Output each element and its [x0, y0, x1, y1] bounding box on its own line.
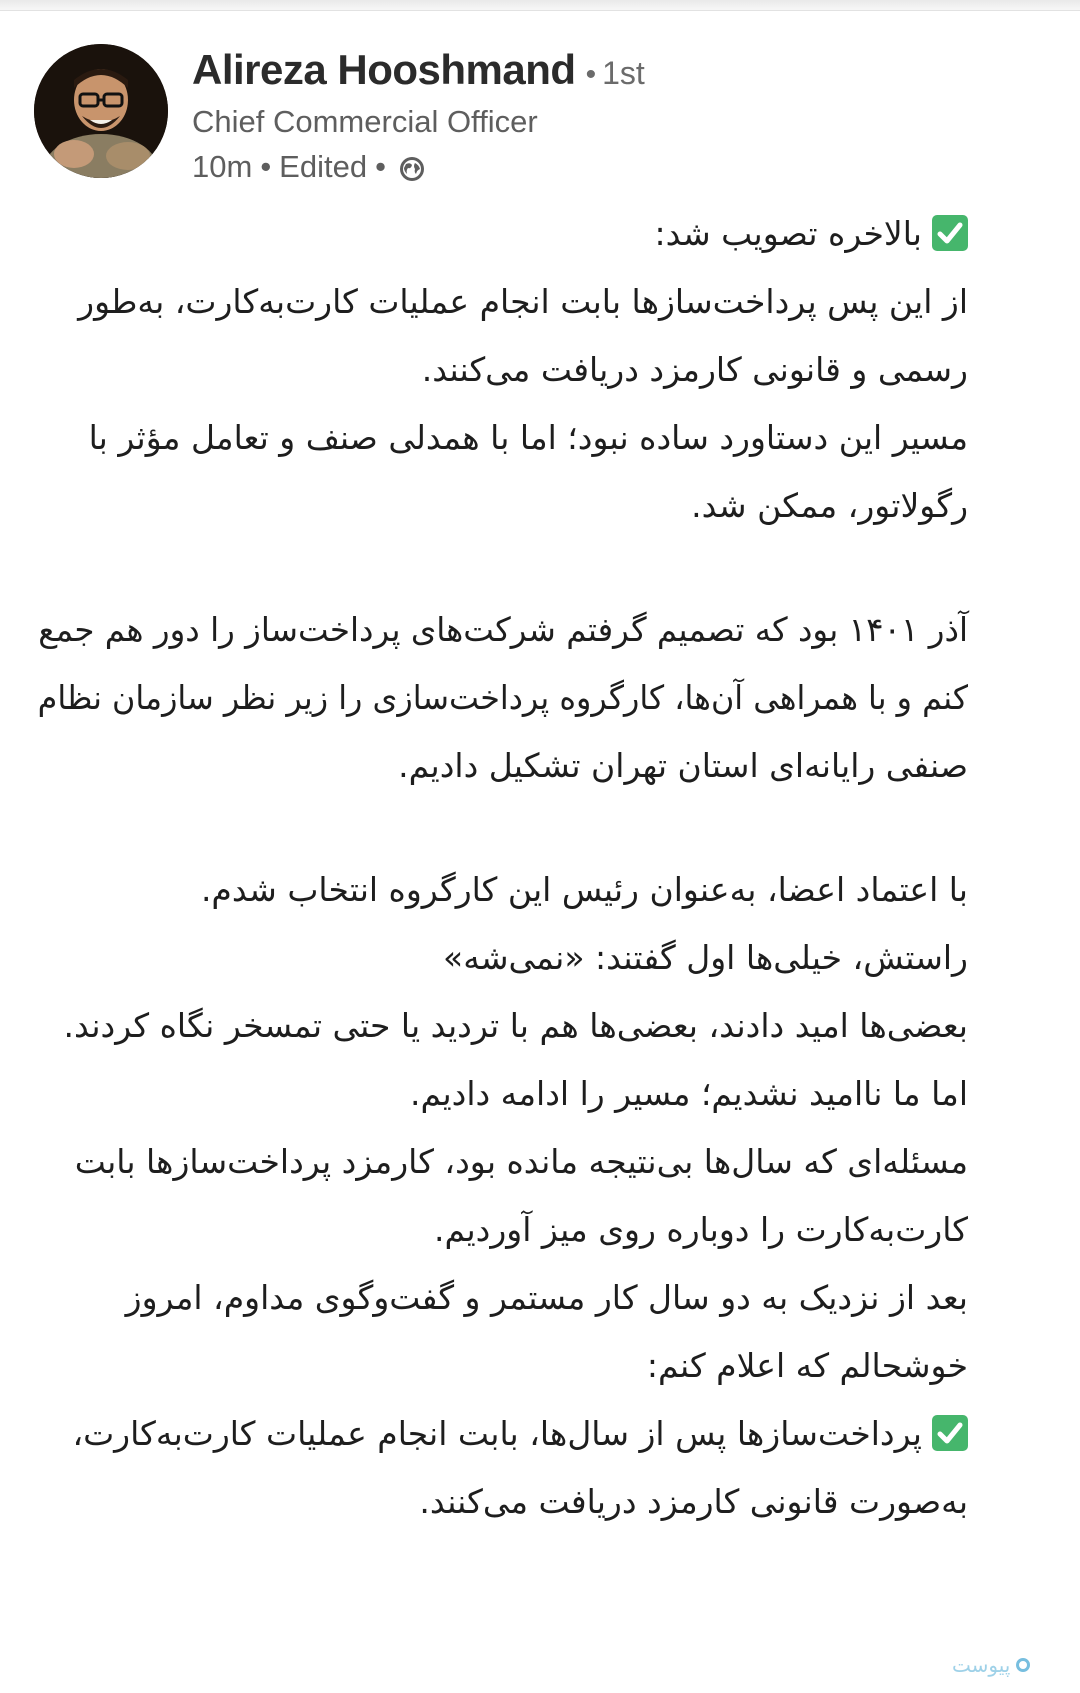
post-body — [38, 200, 968, 1536]
author-line — [192, 46, 1032, 100]
post-text: از این پس پرداخت‌سازها بابت انجام عملیات کارت‌به‌کارت، به‌طور — [78, 282, 968, 321]
post-text: بعضی‌ها امید دادند، بعضی‌ها هم با تردید یا حتی تمسخر نگاه کردند. — [63, 1006, 968, 1045]
post-text: مسئله‌ای که سال‌ها بی‌نتیجه مانده بود، کارمزد پرداخت‌سازها بابت — [74, 1142, 968, 1181]
post-text: کنم و با همراهی آن‌ها، کارگروه پرداخت‌سازی را زیر نظر سازمان نظام — [37, 678, 969, 717]
check-mark-icon — [932, 1406, 968, 1442]
post-text: خوشحالم که اعلام کنم: — [646, 1346, 968, 1385]
separator-dot: • — [260, 149, 272, 184]
post-text: بالاخره تصویب شد: — [654, 214, 922, 253]
watermark-logo-icon — [1016, 1658, 1030, 1672]
author-avatar[interactable] — [34, 44, 168, 178]
post-text: مسیر این دستاورد ساده نبود؛ اما با همدلی صنف و تعامل مؤثر با — [88, 418, 968, 457]
author-name[interactable]: Alireza Hooshmand — [192, 46, 576, 93]
post-text: رگولاتور، ممکن شد. — [691, 486, 968, 525]
top-divider — [0, 0, 1080, 11]
post-line — [38, 1400, 968, 1468]
post-line — [38, 200, 968, 268]
check-mark-icon — [932, 206, 968, 242]
watermark-text: پیوست — [952, 1653, 1011, 1677]
post-text: راستش، خیلی‌ها اول گفتند: «نمی‌شه» — [443, 938, 968, 977]
post-text: اما ما ناامید نشدیم؛ مسیر را ادامه دادیم. — [410, 1074, 968, 1113]
post-header — [34, 44, 1044, 184]
post-text: رسمی و قانونی کارمزد دریافت می‌کنند. — [421, 350, 968, 389]
avatar-image — [34, 44, 168, 178]
post-time: 10m — [192, 149, 253, 184]
post-text: کارت‌به‌کارت را دوباره روی میز آوردیم. — [434, 1210, 968, 1249]
paragraph-gap — [38, 800, 968, 856]
post-text: بعد از نزدیک به دو سال کار مستمر و گفت‌وگوی مداوم، امروز — [125, 1278, 968, 1317]
separator-dot: • — [585, 58, 597, 91]
separator-dot: • — [375, 149, 386, 184]
paragraph-gap — [38, 540, 968, 596]
post-meta — [192, 144, 1032, 190]
post-text: با اعتماد اعضا، به‌عنوان رئیس این کارگروه انتخاب شدم. — [200, 870, 968, 909]
post-text: صنفی رایانه‌ای استان تهران تشکیل دادیم. — [398, 746, 968, 785]
edited-label: Edited — [279, 149, 368, 184]
author-info — [192, 46, 1032, 190]
post-text: پرداخت‌سازها پس از سال‌ها، بابت انجام عملیات کارت‌به‌کارت، — [72, 1414, 922, 1453]
watermark — [952, 1645, 1062, 1685]
connection-degree: 1st — [602, 55, 645, 91]
author-headline: Chief Commercial Officer — [192, 104, 538, 139]
post-text: آذر ۱۴۰۱ بود که تصمیم گرفتم شرکت‌های پرداخت‌ساز را دور هم جمع — [38, 610, 968, 649]
globe-icon — [398, 155, 426, 183]
post-text: به‌صورت قانونی کارمزد دریافت می‌کنند. — [419, 1482, 968, 1521]
